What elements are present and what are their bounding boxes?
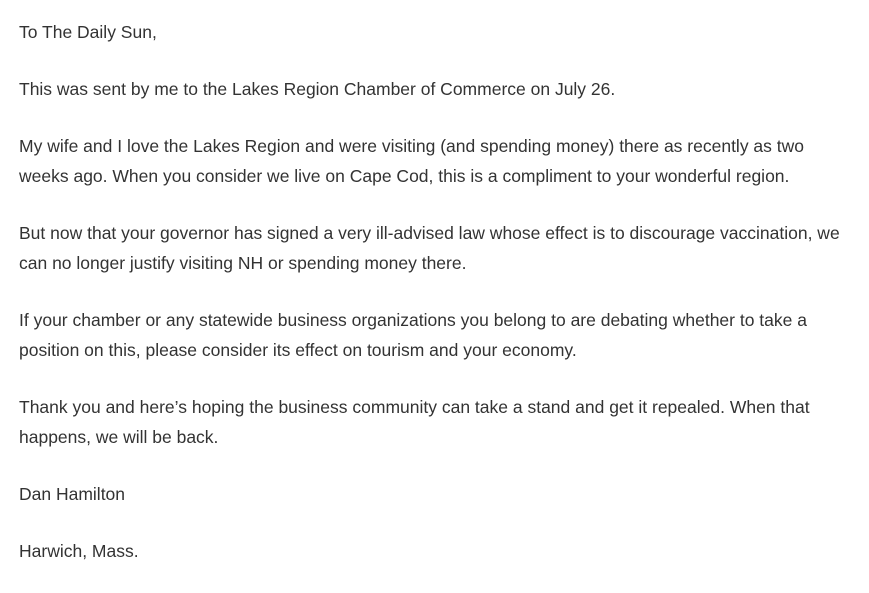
salutation: To The Daily Sun, [19, 22, 157, 42]
signature-name: Dan Hamilton [19, 484, 126, 504]
paragraph-1: This was sent by me to the Lakes Region Chamber of Commerce on July 26. [19, 79, 616, 99]
paragraph-2: My wife and I love the Lakes Region and were visiting (and spending money) there as recently as two weeks ago. When you consider we live on Cape Cod, this is a compliment to your wonderful region. [19, 136, 805, 186]
letter-body [19, 17, 849, 593]
paragraph-5: Thank you and here’s hoping the business community can take a stand and get it repealed. When that happens, we will be back. [19, 397, 810, 447]
paragraph-3: But now that your governor has signed a very ill-advised law whose effect is to discourage vaccination, we can no longer justify visiting NH or spending money there. [19, 223, 840, 273]
signature-location: Harwich, Mass. [19, 541, 139, 561]
paragraph-4: If your chamber or any statewide business organizations you belong to are debating whether to take a position on this, please consider its effect on tourism and your economy. [19, 310, 807, 360]
